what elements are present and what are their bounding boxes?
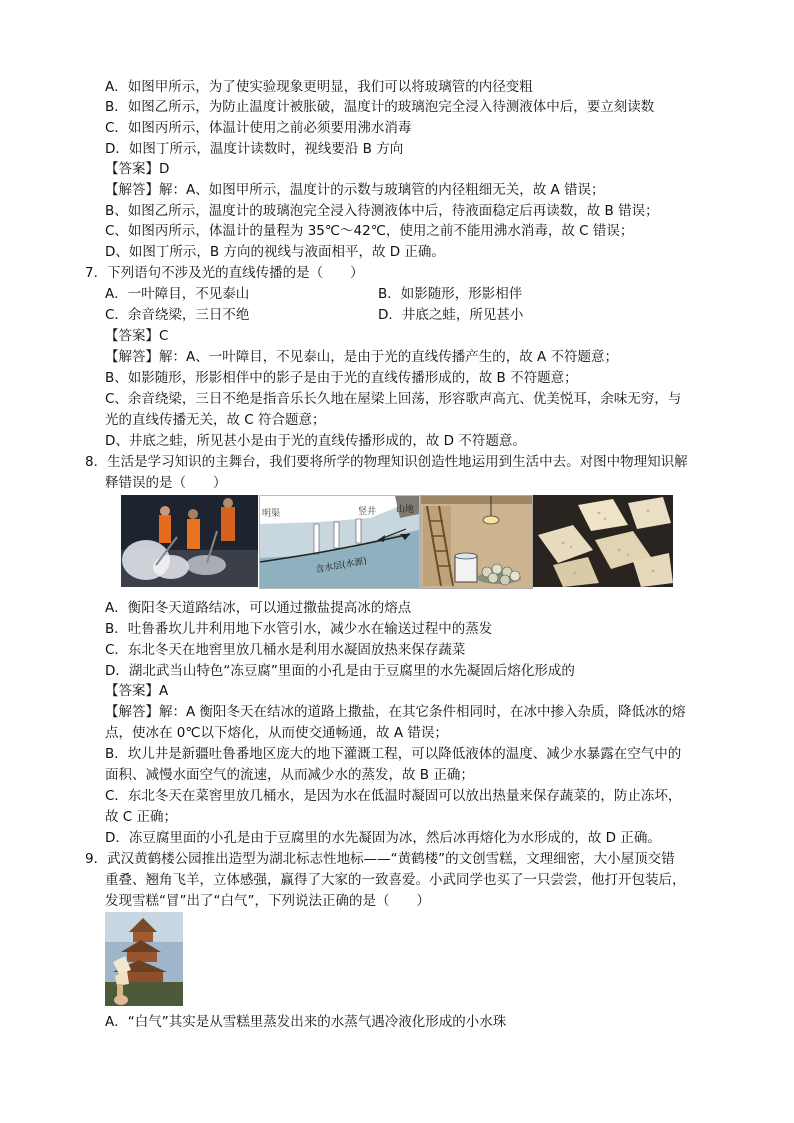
karez-diagram xyxy=(259,495,420,589)
label-mingqu: 明渠 xyxy=(262,509,281,519)
q7-analysis-line: B、如影随形，形影相伴中的影子是由于光的直线传播形成的，故 B 不符题意； xyxy=(105,370,578,386)
cellar-illustration xyxy=(420,495,533,589)
label-shandi: 山地 xyxy=(396,505,415,515)
q8-analysis-line: C．东北冬天在菜窖里放几桶水，是因为水在低温时凝固可以放出热量来保存蔬菜的，防止冻坏， xyxy=(105,788,682,804)
q8-analysis-line: B．坎儿井是新疆吐鲁番地区庞大的地下灌溉工程，可以降低液体的温度、减少水暴露在空气中的 xyxy=(105,746,682,762)
frozen-tofu-photo xyxy=(533,495,673,587)
q6-option-c: C．如图丙所示，体温计使用之前必须要用沸水消毒 xyxy=(105,120,412,136)
q7-answer: 【答案】C xyxy=(105,328,169,344)
q8-option-c: C．东北冬天在地窖里放几桶水是利用水凝固放热来保存蔬菜 xyxy=(105,642,466,658)
q8-stem: 释错误的是（ ） xyxy=(105,475,227,491)
q6-analysis-line: B、如图乙所示，温度计的玻璃泡完全浸入待测液体中后，待液面稳定后再读数，故 B 错误； xyxy=(105,203,659,219)
q8-answer: 【答案】A xyxy=(105,683,169,699)
q6-option-a: A．如图甲所示，为了使实验现象更明显，我们可以将玻璃管的内径变粗 xyxy=(105,79,533,95)
q7-option-d: D．井底之蛙，所见甚小 xyxy=(378,307,524,323)
q8-stem: 8．生活是学习知识的主舞台，我们要将所学的物理知识创造性地运用到生活中去。对图中物理知识解 xyxy=(85,454,688,470)
q6-option-b: B．如图乙所示，为防止温度计被胀破，温度计的玻璃泡完全浸入待测液体中后，要立刻读数 xyxy=(105,99,655,115)
q7-option-b: B．如影随形，形影相伴 xyxy=(378,286,523,302)
q6-option-d: D．如图丁所示，温度计读数时，视线要沿 B 方向 xyxy=(105,141,404,157)
q8-analysis-line: 点，使冰在 0℃以下熔化，从而使交通畅通，故 A 错误； xyxy=(105,725,448,741)
label-shujing: 竖井 xyxy=(358,507,377,517)
q9-stem: 发现雪糕“冒”出了“白气”，下列说法正确的是（ ） xyxy=(105,893,430,909)
yellow-crane-tower-icecream-photo xyxy=(105,912,183,1006)
q8-analysis-line: 面积、减慢水面空气的流速，从而减少水的蒸发，故 B 正确； xyxy=(105,767,474,783)
q7-analysis-line: D、井底之蛙，所见甚小是由于光的直线传播形成的，故 D 不符题意。 xyxy=(105,433,526,449)
salt-spreading-photo xyxy=(121,495,258,587)
q9-stem: 重叠、翘角飞羊，立体感强，赢得了大家的一致喜爱。小武同学也买了一只尝尝，他打开包装后， xyxy=(105,872,686,888)
q6-analysis-line: 【解答】解：A、如图甲所示，温度计的示数与玻璃管的内径粗细无关，故 A 错误； xyxy=(105,182,605,198)
q9-option-a: A．“白气”其实是从雪糕里蒸发出来的水蒸气遇冷液化形成的小水珠 xyxy=(105,1014,507,1030)
q7-stem: 7．下列语句不涉及光的直线传播的是（ ） xyxy=(85,265,364,281)
q7-analysis-line: 光的直线传播无关，故 C 符合题意； xyxy=(105,412,326,428)
q8-option-d: D．湖北武当山特色“冻豆腐”里面的小孔是由于豆腐里的水先凝固后熔化形成的 xyxy=(105,663,575,679)
q7-analysis-line: C、余音绕梁，三日不绝是指音乐长久地在屋梁上回荡，形容歌声高亢、优美悦耳，余味无穷，与 xyxy=(105,391,682,407)
q8-option-b: B．吐鲁番坎儿井利用地下水管引水，减少水在输送过程中的蒸发 xyxy=(105,621,493,637)
q8-analysis-line: 【解答】解：A 衡阳冬天在结冰的道路上撒盐，在其它条件相同时，在冰中掺入杂质，降低冰的熔 xyxy=(105,704,686,720)
q8-analysis-line: 故 C 正确； xyxy=(105,809,178,825)
q7-option-c: C．余音绕梁，三日不绝 xyxy=(105,307,250,323)
q7-option-a: A．一叶障目，不见泰山 xyxy=(105,286,250,302)
q6-analysis-line: C、如图丙所示，体温计的量程为 35℃～42℃，使用之前不能用沸水消毒，故 C 错误； xyxy=(105,223,634,239)
q6-analysis-line: D、如图丁所示，B 方向的视线与液面相平，故 D 正确。 xyxy=(105,244,445,260)
q6-answer: 【答案】D xyxy=(105,161,170,177)
q8-analysis-line: D．冻豆腐里面的小孔是由于豆腐里的水先凝固为冰，然后冰再熔化为水形成的，故 D 正确。 xyxy=(105,830,661,846)
label-hanshuiceng: 含水层(水源) xyxy=(314,556,368,576)
q7-analysis-line: 【解答】解：A、一叶障目，不见泰山，是由于光的直线传播产生的，故 A 不符题意； xyxy=(105,349,619,365)
q9-stem: 9．武汉黄鹤楼公园推出造型为湖北标志性地标——“黄鹤楼”的文创雪糕，文理细密，大小屋顶交错 xyxy=(85,851,675,867)
q8-option-a: A．衡阳冬天道路结冰，可以通过撒盐提高冰的熔点 xyxy=(105,600,412,616)
